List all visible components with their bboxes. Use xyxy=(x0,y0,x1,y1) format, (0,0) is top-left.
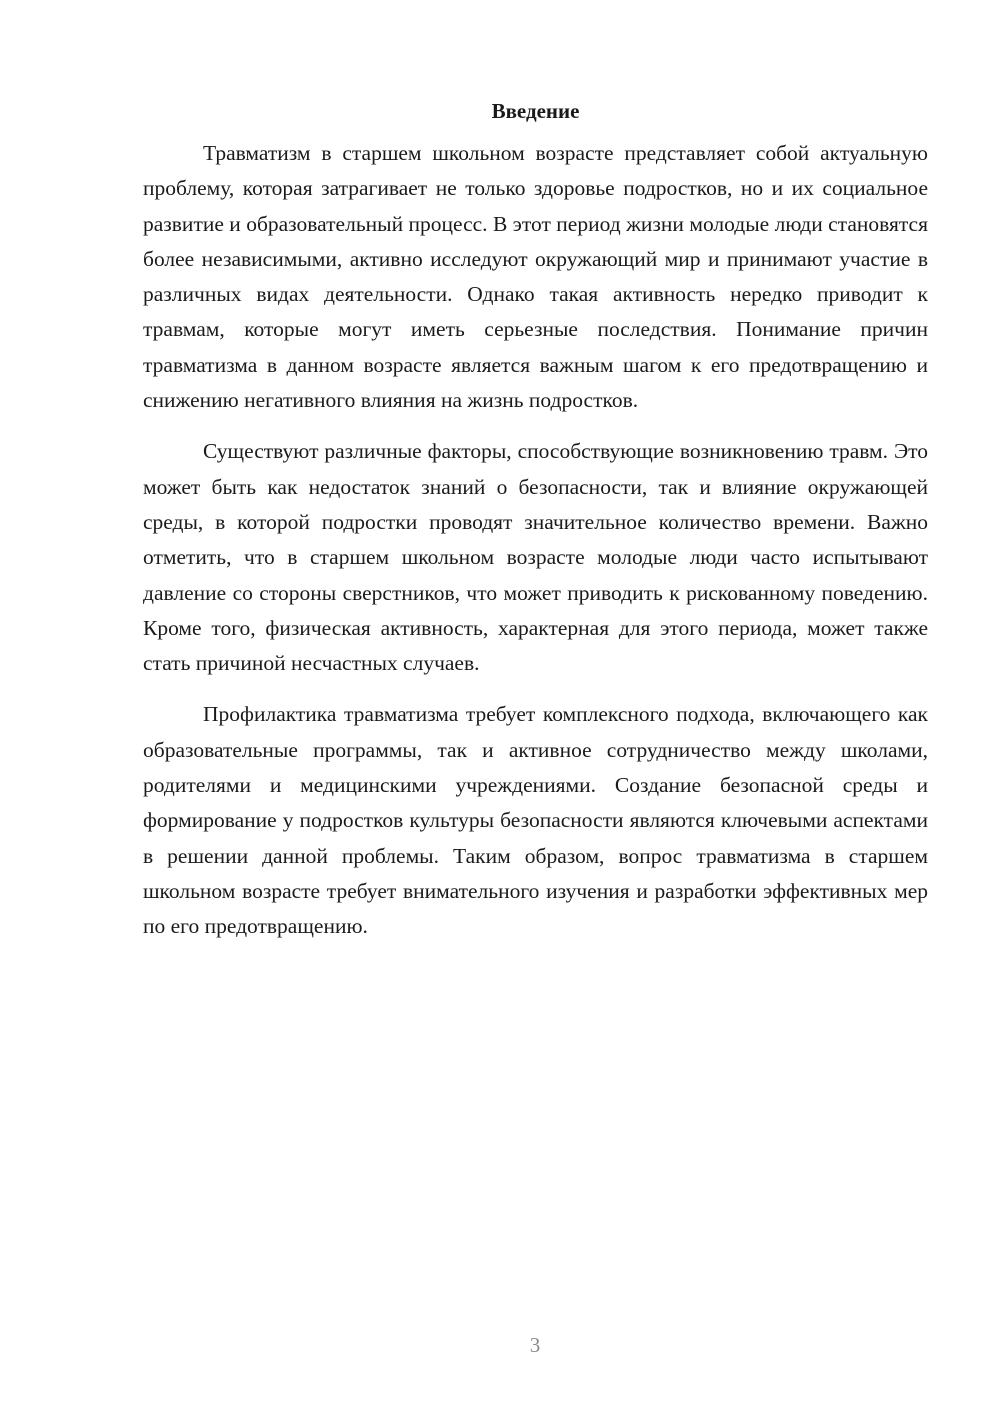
page-content xyxy=(143,96,928,961)
paragraph-2: Существуют различные факторы, способствующие возникновению травм. Это может быть как недостаток знаний о безопасности, так и влияние окружающей среды, в которой подростки проводят значительное количество времени. Важно отметить, что в старшем школьном возрасте молодые люди часто испытывают давление со стороны сверстников, что может приводить к рискованному поведению. Кроме того, физическая активность, характерная для этого периода, может также стать причиной несчастных случаев. xyxy=(143,439,928,676)
page-number: 3 xyxy=(529,1333,541,1357)
section-title: Введение xyxy=(491,99,580,123)
paragraph-1: Травматизм в старшем школьном возрасте представляет собой актуальную проблему, которая затрагивает не только здоровье подростков, но и их социальное развитие и образовательный процесс. В этот период жизни молодые люди становятся более независимыми, активно исследуют окружающий мир и принимают участие в различных видах деятельности. Однако такая активность нередко приводит к травмам, которые могут иметь серьезные последствия. Понимание причин травматизма в данном возрасте является важным шагом к его предотвращению и снижению негативного влияния на жизнь подростков. xyxy=(143,141,928,413)
paragraph-3: Профилактика травматизма требует комплексного подхода, включающего как образовательные программы, так и активное сотрудничество между школами, родителями и медицинскими учреждениями. Создание безопасной среды и формирование у подростков культуры безопасности являются ключевыми аспектами в решении данной проблемы. Таким образом, вопрос травматизма в старшем школьном возрасте требует внимательного изучения и разработки эффективных мер по его предотвращению. xyxy=(143,702,928,939)
